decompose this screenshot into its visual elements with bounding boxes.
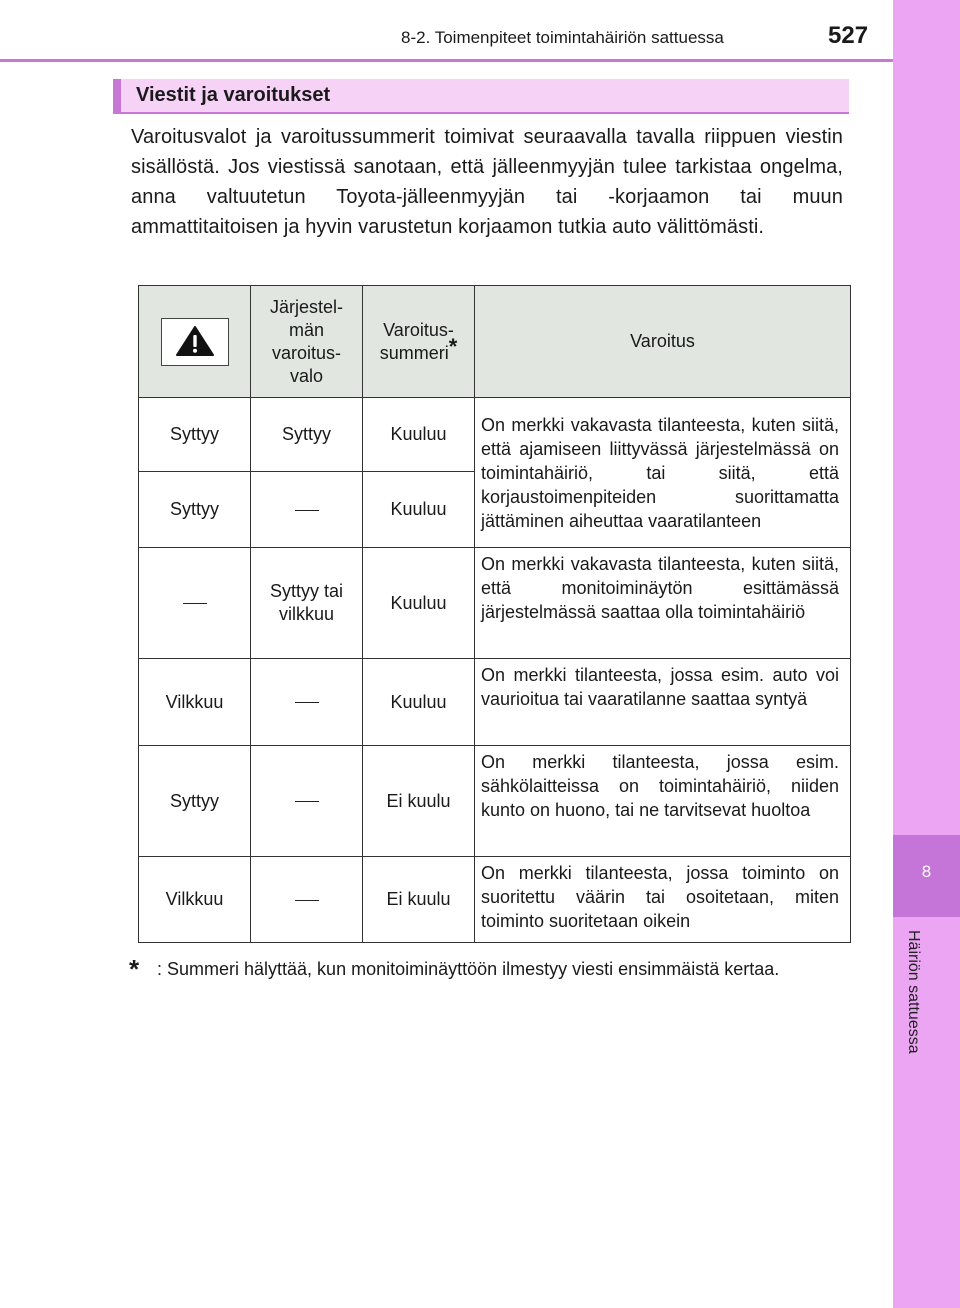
footnote-text: : Summeri hälyttää, kun monitoiminäyttöön ilmestyy viesti ensimmäistä kertaa. (157, 959, 780, 979)
section-title-bar (113, 79, 849, 114)
cell-buzzer: Kuuluu (363, 398, 475, 472)
cell-light: Syttyy (139, 472, 251, 548)
table-row (139, 659, 851, 746)
header-warning: Varoitus (475, 286, 851, 398)
footnote (129, 955, 844, 983)
header-buzzer (363, 286, 475, 398)
table-row (139, 398, 851, 472)
table-row (139, 548, 851, 659)
intro-paragraph: Varoitusvalot ja varoitussummerit toimivat seuraavalla tavalla riippuen viestin sisällöstä. Jos viestissä sanotaan, että jälleenmyyjän tulee tarkistaa ongelma, anna valtuutetun Toyota-jälleenmyyjän tai -korjaamon tai muun ammattitaitoisen ja hyvin varustetun korjaamon tutkia auto välittömästi. (131, 126, 843, 238)
cell-description: On merkki tilanteesta, jossa esim. sähkölaitteissa on toimintahäiriö, niiden kunto on huono, tai ne tarvitsevat huoltoa (475, 746, 851, 857)
cell-buzzer: Kuuluu (363, 548, 475, 659)
cell-description: On merkki vakavasta tilanteesta, kuten siitä, että ajamiseen liittyvässä järjestelmässä on toimintahäiriö, tai siitä, että korjaustoimenpiteiden suorittamatta jättäminen aiheuttaa vaaratilanteen (475, 398, 851, 548)
cell-light: Vilkkuu (139, 857, 251, 943)
warning-triangle-icon (161, 318, 229, 366)
cell-system-light (251, 857, 363, 943)
cell-system-light: Syttyy (251, 398, 363, 472)
cell-light: Syttyy (139, 746, 251, 857)
side-tab-strip (893, 0, 960, 1308)
section-title: Viestit ja varoitukset (136, 84, 331, 106)
cell-description: On merkki tilanteesta, jossa toiminto on suoritettu väärin tai osoitetaan, miten toiminto suoritetaan oikein (475, 857, 851, 943)
cell-buzzer: Ei kuulu (363, 857, 475, 943)
cell-light (139, 548, 251, 659)
footnote-marker: * (448, 333, 458, 359)
cell-buzzer: Kuuluu (363, 472, 475, 548)
cell-description: On merkki vakavasta tilanteesta, kuten siitä, että monitoiminäytön esittämässä järjestelmässä saattaa olla toimintahäiriö (475, 548, 851, 659)
header-warning-light (139, 286, 251, 398)
table-header-row (139, 286, 851, 398)
cell-buzzer: Ei kuulu (363, 746, 475, 857)
dash-icon (295, 900, 319, 901)
cell-system-light (251, 746, 363, 857)
dash-icon (295, 510, 319, 511)
dash-icon (295, 801, 319, 802)
cell-system-light (251, 472, 363, 548)
chapter-title: Häiriön sattuessa (905, 930, 922, 1054)
footnote-mark: * (129, 954, 140, 984)
cell-buzzer: Kuuluu (363, 659, 475, 746)
cell-system-light (251, 659, 363, 746)
chapter-number: 8 (921, 862, 932, 881)
cell-description: On merkki tilanteesta, jossa esim. auto voi vaurioitua tai vaaratilanne saattaa syntyä (475, 659, 851, 746)
dash-icon (295, 702, 319, 703)
table-row (139, 857, 851, 943)
cell-system-light: Syttyy tai vilkkuu (251, 548, 363, 659)
cell-light: Syttyy (139, 398, 251, 472)
cell-light: Vilkkuu (139, 659, 251, 746)
dash-icon (183, 603, 207, 604)
header-rule (0, 59, 893, 62)
page-number: 527 (828, 22, 869, 49)
table-row (139, 746, 851, 857)
header-buzzer-label: Varoitus- summeri (379, 319, 454, 363)
header-system-light: Järjestel- män varoitus- valo (251, 286, 363, 398)
warning-table (138, 285, 851, 943)
running-header: 8-2. Toimenpiteet toimintahäiriön sattuessa (401, 28, 724, 47)
